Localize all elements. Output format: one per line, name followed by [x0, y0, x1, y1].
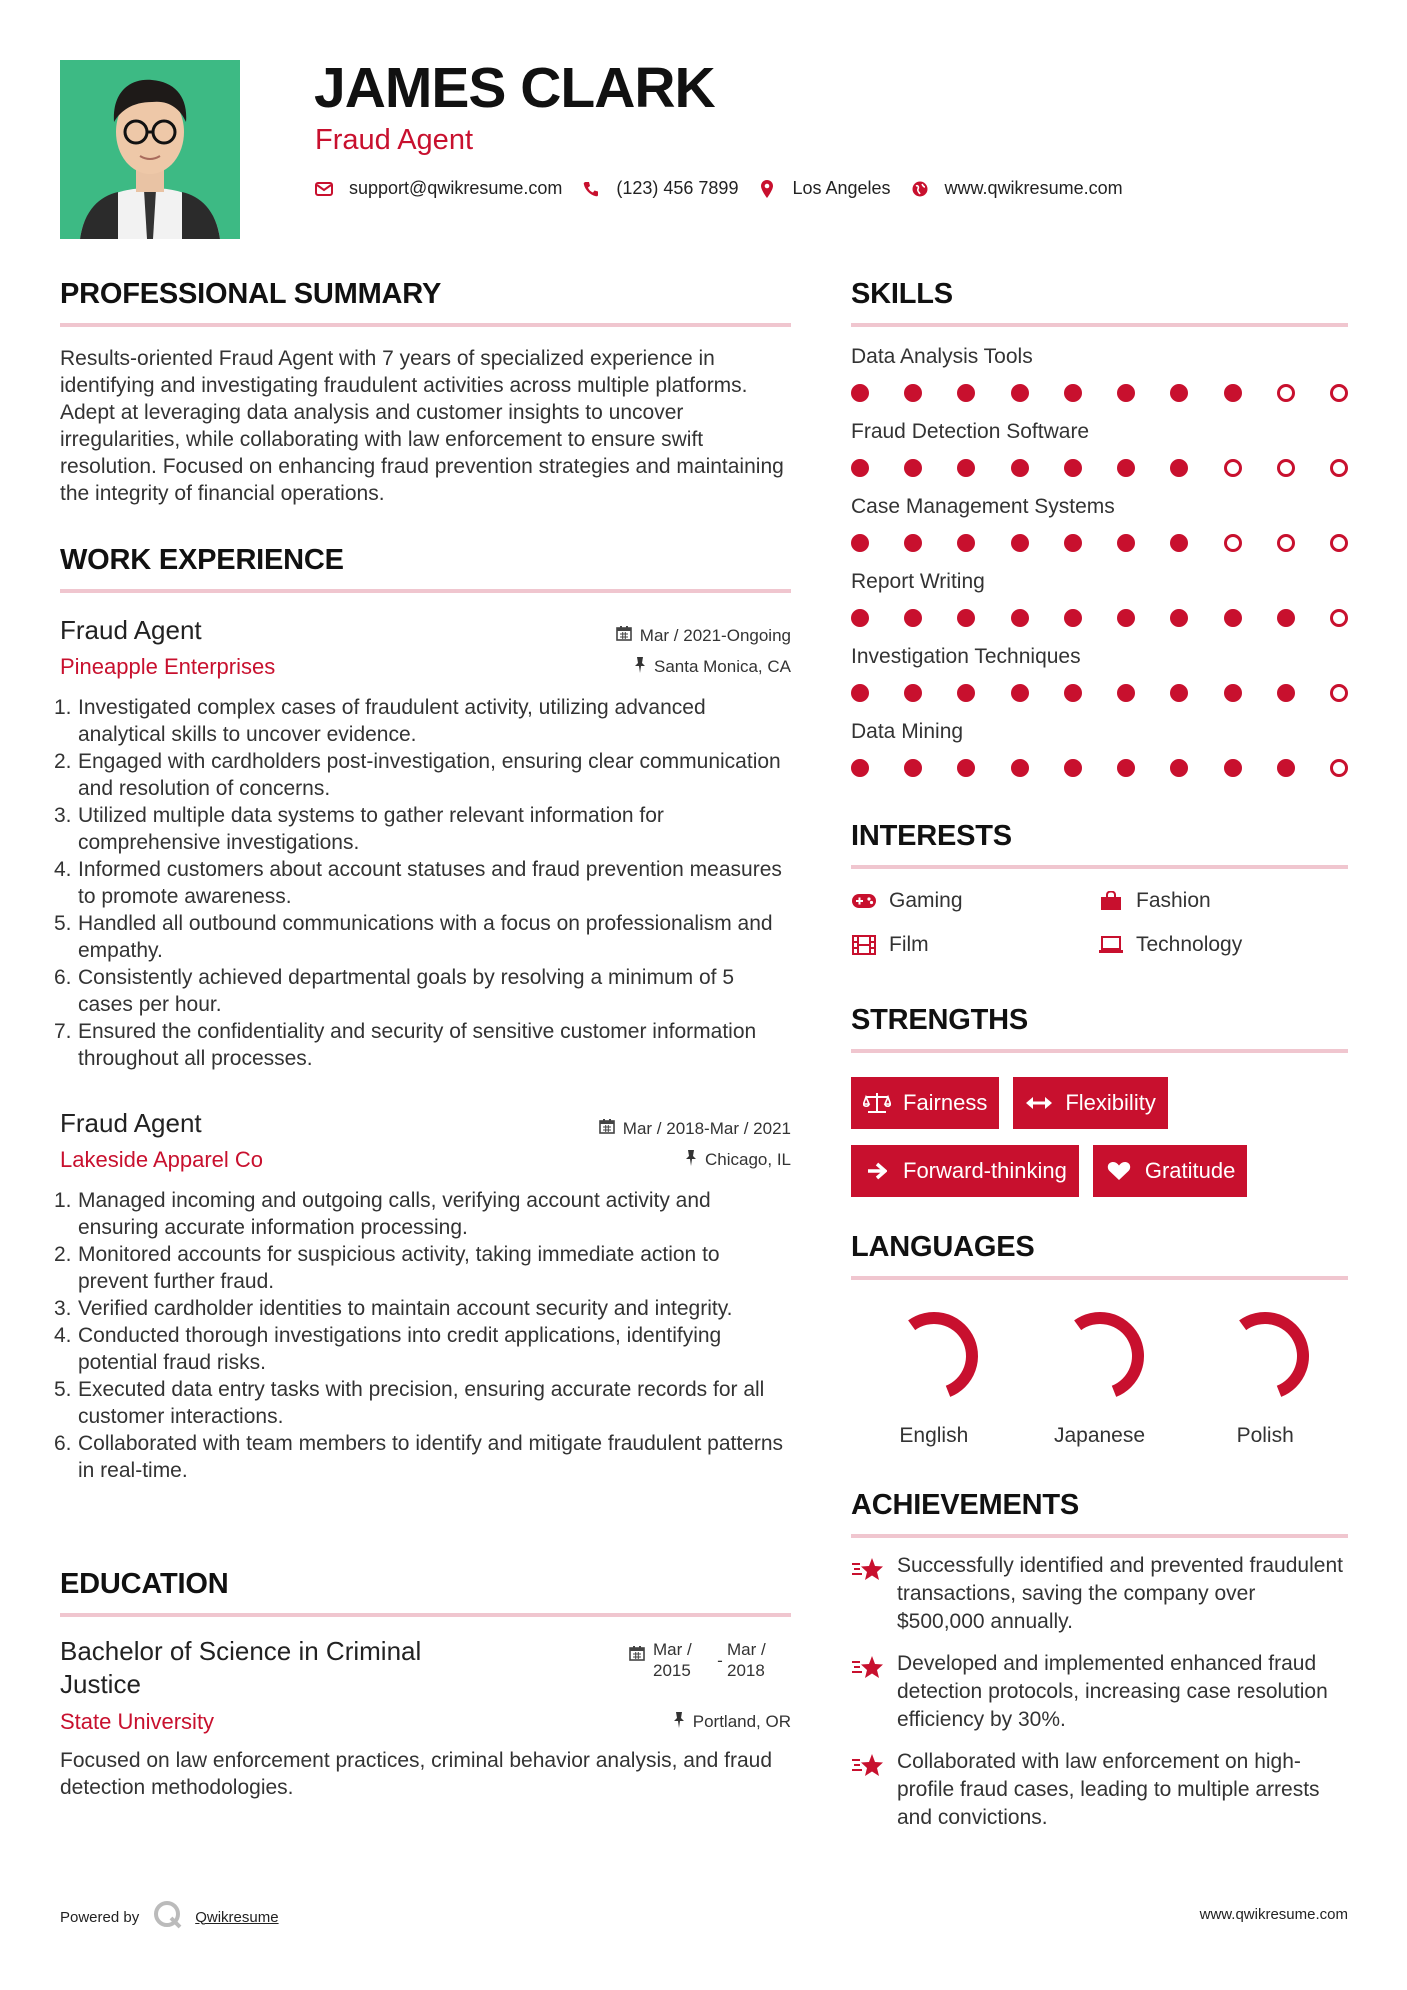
map-pin-icon — [758, 180, 776, 198]
skill-dot-filled — [957, 534, 975, 552]
job-duties-list — [54, 1187, 791, 1484]
phone-icon — [582, 180, 600, 198]
job-entry — [54, 1108, 791, 1484]
section-title: WORK EXPERIENCE — [60, 544, 344, 576]
experience-section — [54, 544, 791, 1484]
language-name: Japanese — [1053, 1424, 1146, 1447]
language-proficiency-ring — [1050, 1306, 1150, 1406]
skill-dot-filled — [904, 459, 922, 477]
skill-item — [851, 720, 1348, 777]
skill-dot-filled — [851, 759, 869, 777]
contact-location-text: Los Angeles — [792, 178, 891, 198]
skill-dot-filled — [1064, 759, 1082, 777]
achievement-item: Successfully identified and prevented fraudulent transactions, saving the company over $500,000 annually. — [851, 1552, 1348, 1636]
interest-item: Film — [851, 933, 1098, 957]
section-title: STRENGTHS — [851, 1004, 1029, 1036]
balance-scale-icon — [863, 1092, 891, 1114]
skill-name: Case Management Systems — [851, 495, 1115, 518]
contact-phone[interactable] — [582, 178, 738, 199]
list-item: 3. Verified cardholder identities to maintain account security and integrity. — [54, 1297, 733, 1320]
profile-photo — [60, 60, 240, 239]
skill-dot-filled — [851, 459, 869, 477]
arrows-horizontal-icon — [1025, 1092, 1053, 1114]
list-item: 3. Utilized multiple data systems to gather relevant information for comprehensive investigations. — [54, 804, 664, 854]
skill-dot-filled — [851, 534, 869, 552]
footer-powered-by: Powered by Qwikresume — [60, 1900, 279, 1934]
list-item: 5. Executed data entry tasks with precision, ensuring accurate records for all customer interactions. — [54, 1378, 765, 1428]
school-name: State University — [60, 1709, 215, 1734]
envelope-icon — [315, 180, 333, 198]
language-proficiency-ring — [1215, 1306, 1315, 1406]
section-title: SKILLS — [851, 278, 953, 310]
skill-dot-empty — [1224, 534, 1242, 552]
skill-dot-filled — [1011, 684, 1029, 702]
skill-dot-empty — [1330, 459, 1348, 477]
skill-dot-filled — [1117, 684, 1135, 702]
language-name: English — [899, 1424, 969, 1447]
skill-dot-filled — [1224, 609, 1242, 627]
language-proficiency-ring — [884, 1306, 984, 1406]
skill-item — [851, 645, 1348, 702]
skill-name: Data Mining — [851, 720, 964, 743]
skill-dot-filled — [1277, 759, 1295, 777]
film-icon — [851, 934, 877, 956]
skill-dot-filled — [1064, 534, 1082, 552]
skills-section — [851, 278, 1348, 777]
summary-section — [60, 278, 791, 507]
skill-item — [851, 495, 1348, 552]
section-divider — [851, 865, 1348, 869]
skill-dot-filled — [1277, 609, 1295, 627]
skill-dot-filled — [957, 759, 975, 777]
skill-rating — [851, 534, 1348, 552]
section-divider — [851, 1276, 1348, 1280]
list-item: 1. Investigated complex cases of fraudulent activity, utilizing advanced analytical skills to uncover evidence. — [54, 696, 706, 746]
skill-dot-empty — [1277, 384, 1295, 402]
skill-dot-filled — [1277, 684, 1295, 702]
skill-dot-empty — [1277, 534, 1295, 552]
list-item: 5. Handled all outbound communications with a focus on professionalism and empathy. — [54, 912, 773, 962]
skill-name: Data Analysis Tools — [851, 345, 1033, 368]
skill-dot-filled — [1170, 459, 1188, 477]
skill-dot-empty — [1277, 459, 1295, 477]
job-location: Chicago, IL — [685, 1150, 791, 1171]
list-item: 1. Managed incoming and outgoing calls, verifying account activity and ensuring accurate information processing. — [54, 1189, 711, 1239]
section-divider — [60, 589, 791, 593]
qwikresume-link[interactable]: Qwikresume — [195, 1908, 279, 1926]
section-title: EDUCATION — [60, 1568, 229, 1600]
section-divider — [851, 1049, 1348, 1053]
list-item: 2. Engaged with cardholders post-investigation, ensuring clear communication and resolution of concerns. — [54, 750, 781, 800]
star-icon — [851, 1650, 885, 1734]
skill-dot-filled — [904, 609, 922, 627]
company-name: Pineapple Enterprises — [60, 654, 276, 679]
skill-dot-filled — [851, 684, 869, 702]
language-name: Polish — [1236, 1424, 1294, 1447]
skill-dot-filled — [1011, 384, 1029, 402]
calendar-icon — [599, 1118, 615, 1139]
skill-item — [851, 420, 1348, 477]
interests-section — [851, 820, 1348, 957]
globe-icon — [911, 180, 929, 198]
skill-dot-empty — [1330, 609, 1348, 627]
education-location: Portland, OR — [673, 1712, 791, 1733]
star-icon — [851, 1748, 885, 1832]
section-divider — [60, 323, 791, 327]
skill-dot-empty — [1224, 459, 1242, 477]
section-divider — [60, 1613, 791, 1617]
list-item: 7. Ensured the confidentiality and security of sensitive customer information throughout all processes. — [54, 1020, 757, 1070]
skill-dot-filled — [1064, 384, 1082, 402]
skill-dot-filled — [957, 609, 975, 627]
achievements-section — [851, 1489, 1348, 1832]
interest-item: Technology — [1098, 933, 1348, 957]
strength-tag: Fairness — [851, 1077, 999, 1129]
skill-dot-filled — [904, 759, 922, 777]
skill-dot-filled — [1170, 684, 1188, 702]
education-date: Mar / 2015 - Mar / 2018 — [629, 1639, 791, 1701]
section-title: PROFESSIONAL SUMMARY — [60, 278, 442, 310]
education-section — [60, 1568, 791, 1801]
skill-dot-filled — [1117, 759, 1135, 777]
skill-name: Fraud Detection Software — [851, 420, 1090, 443]
list-item: 4. Conducted thorough investigations into credit applications, identifying potential fraud risks. — [54, 1324, 722, 1374]
strength-tag: Forward-thinking — [851, 1145, 1079, 1197]
education-description: Focused on law enforcement practices, criminal behavior analysis, and fraud detection methodologies. — [60, 1749, 773, 1799]
gamepad-icon — [851, 890, 877, 912]
achievement-item: Collaborated with law enforcement on high-profile fraud cases, leading to multiple arrests and convictions. — [851, 1748, 1348, 1832]
list-item: 4. Informed customers about account statuses and fraud prevention measures to promote awareness. — [54, 858, 782, 908]
star-icon — [851, 1552, 885, 1636]
skill-dot-filled — [1011, 459, 1029, 477]
skill-rating — [851, 684, 1348, 702]
skill-dot-filled — [1224, 759, 1242, 777]
footer-url[interactable]: www.qwikresume.com — [1199, 1906, 1348, 1923]
list-item: 6. Collaborated with team members to identify and mitigate fraudulent patterns in real-time. — [54, 1432, 784, 1482]
contact-location — [758, 178, 890, 199]
skill-rating — [851, 759, 1348, 777]
skill-name: Report Writing — [851, 570, 985, 593]
skill-dot-empty — [1330, 684, 1348, 702]
heart-icon — [1105, 1160, 1133, 1182]
company-name: Lakeside Apparel Co — [60, 1147, 264, 1172]
skill-dot-empty — [1330, 384, 1348, 402]
contact-website-text: www.qwikresume.com — [944, 178, 1123, 198]
contact-email-text: support@qwikresume.com — [349, 178, 563, 198]
section-divider — [851, 323, 1348, 327]
contact-email[interactable] — [315, 178, 562, 199]
skill-dot-filled — [957, 459, 975, 477]
skill-dot-filled — [1117, 384, 1135, 402]
skill-dot-filled — [1170, 759, 1188, 777]
job-location: Santa Monica, CA — [634, 657, 791, 678]
skill-dot-filled — [1117, 534, 1135, 552]
section-title: ACHIEVEMENTS — [851, 1489, 1080, 1521]
strength-tag: Flexibility — [1013, 1077, 1167, 1129]
skill-rating — [851, 384, 1348, 402]
skills-list — [851, 345, 1348, 777]
contact-bar — [315, 178, 1143, 199]
skill-dot-filled — [1064, 609, 1082, 627]
language-item — [1182, 1306, 1348, 1448]
skill-dot-filled — [904, 384, 922, 402]
language-item — [851, 1306, 1017, 1448]
job-duties-list — [54, 694, 791, 1072]
section-title: LANGUAGES — [851, 1231, 1035, 1263]
pushpin-icon — [634, 657, 646, 678]
language-item — [1017, 1306, 1183, 1448]
achievement-item: Developed and implemented enhanced fraud detection protocols, increasing case resolution efficiency by 30%. — [851, 1650, 1348, 1734]
skill-dot-filled — [904, 534, 922, 552]
strength-tag: Gratitude — [1093, 1145, 1248, 1197]
skill-dot-filled — [1011, 759, 1029, 777]
skill-dot-filled — [1170, 384, 1188, 402]
skill-dot-filled — [1224, 684, 1242, 702]
interest-item: Gaming — [851, 889, 1098, 913]
skill-dot-filled — [1011, 534, 1029, 552]
section-divider — [851, 1534, 1348, 1538]
languages-section — [851, 1231, 1348, 1448]
skill-dot-filled — [1117, 609, 1135, 627]
contact-website[interactable] — [911, 178, 1123, 199]
skill-dot-filled — [851, 384, 869, 402]
skill-dot-filled — [1224, 384, 1242, 402]
skill-dot-filled — [1170, 609, 1188, 627]
job-date: Mar / 2018-Mar / 2021 — [599, 1118, 791, 1139]
skill-dot-filled — [1064, 684, 1082, 702]
skill-item — [851, 345, 1348, 402]
skill-dot-filled — [851, 609, 869, 627]
section-title: INTERESTS — [851, 820, 1012, 852]
shopping-bag-icon — [1098, 890, 1124, 912]
candidate-title: Fraud Agent — [315, 124, 473, 156]
skill-rating — [851, 459, 1348, 477]
summary-text: Results-oriented Fraud Agent with 7 years of specialized experience in identifying and investigating fraudulent activities across multiple platforms. Adept at leveraging data analysis and customer insights to uncover irregularities, while collaborating with law enforcement to ensure swift resolution. Focused on enhancing fraud prevention strategies and maintaining the integrity of financial operations. — [60, 347, 784, 505]
skill-dot-filled — [1011, 609, 1029, 627]
skill-dot-filled — [1117, 459, 1135, 477]
candidate-name: JAMES CLARK — [314, 56, 715, 120]
skill-dot-filled — [957, 384, 975, 402]
skill-dot-filled — [1170, 534, 1188, 552]
job-entry — [54, 615, 791, 1072]
skill-rating — [851, 609, 1348, 627]
skill-dot-filled — [904, 684, 922, 702]
calendar-icon — [616, 625, 632, 646]
skill-dot-filled — [957, 684, 975, 702]
pushpin-icon — [673, 1712, 685, 1733]
skill-item — [851, 570, 1348, 627]
job-role: Fraud Agent — [60, 1108, 202, 1138]
skill-dot-empty — [1330, 534, 1348, 552]
pushpin-icon — [685, 1150, 697, 1171]
list-item: 6. Consistently achieved departmental goals by resolving a minimum of 5 cases per hour. — [54, 966, 734, 1016]
laptop-icon — [1098, 934, 1124, 956]
degree-title: Bachelor of Science in Criminal Justice — [60, 1636, 422, 1699]
arrow-right-icon — [863, 1160, 891, 1182]
list-item: 2. Monitored accounts for suspicious activity, taking immediate action to prevent further fraud. — [54, 1243, 720, 1293]
calendar-icon — [629, 1645, 645, 1666]
qwikresume-logo-icon — [153, 1900, 183, 1934]
contact-phone-text: (123) 456 7899 — [616, 178, 739, 198]
skill-name: Investigation Techniques — [851, 645, 1081, 668]
job-role: Fraud Agent — [60, 615, 202, 645]
interest-item: Fashion — [1098, 889, 1348, 913]
job-date: Mar / 2021-Ongoing — [616, 625, 791, 646]
strengths-section — [851, 1004, 1348, 1197]
skill-dot-empty — [1330, 759, 1348, 777]
skill-dot-filled — [1064, 459, 1082, 477]
